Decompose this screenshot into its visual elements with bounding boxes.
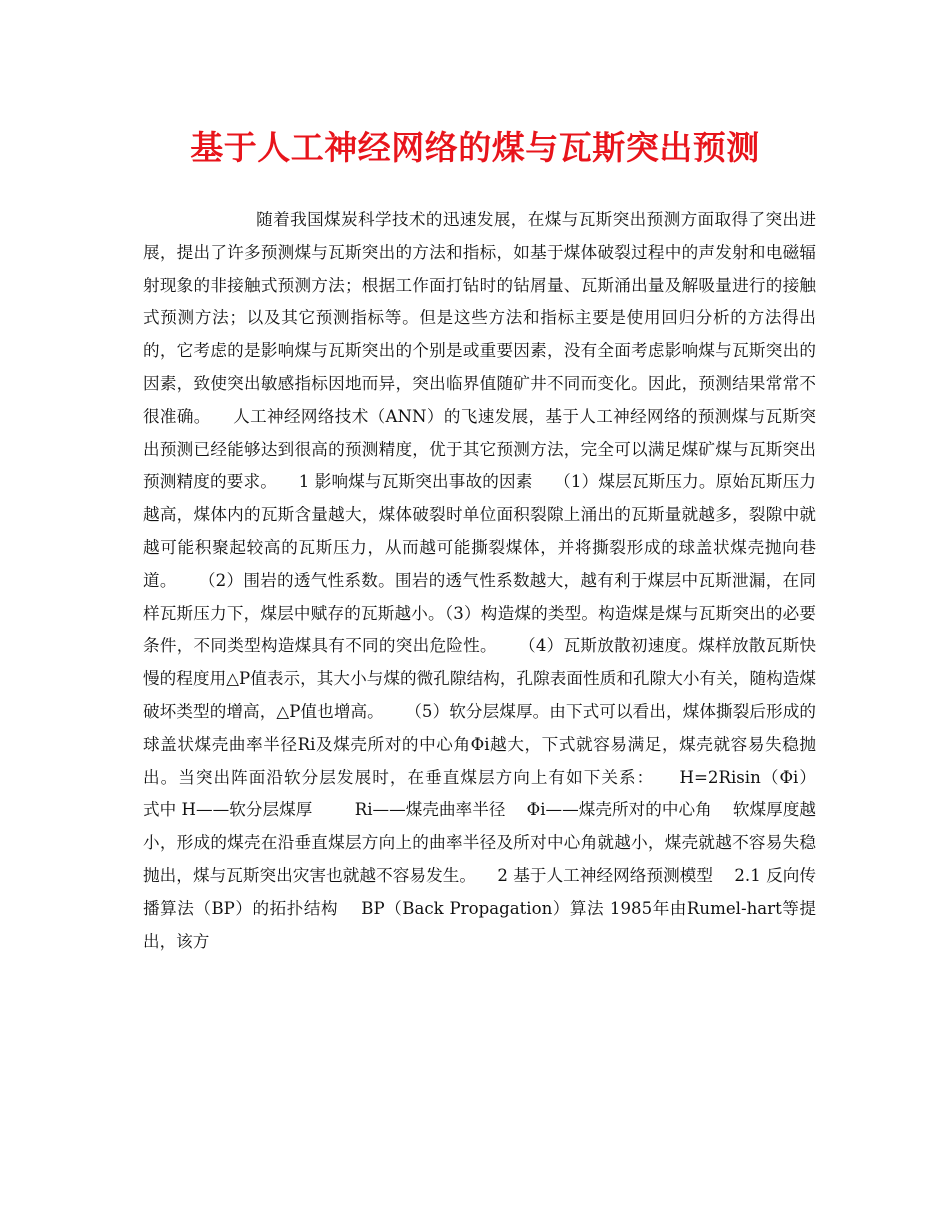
- document-body-text: 随着我国煤炭科学技术的迅速发展，在煤与瓦斯突出预测方面取得了突出进展，提出了许多预测煤与瓦斯突出的方法和指标，如基于煤体破裂过程中的声发射和电磁辐射现象的非接触式预测方法；根据工作面打钻时的钻屑量、瓦斯涌出量及解吸量进行的接触式预测方法；以及其它预测指标等。但是这些方法和指标主要是使用回归分析的方法得出的，它考虑的是影响煤与瓦斯突出的个别是或重要因素，没有全面考虑影响煤与瓦斯突出的因素，致使突出敏感指标因地而异，突出临界值随矿井不同而变化。因此，预测结果常常不很准确。 人工神经网络技术（ANN）的飞速发展，基于人工神经网络的预测煤与瓦斯突出预测已经能够达到很高的预测精度，优于其它预测方法，完全可以满足煤矿煤与瓦斯突出预测精度的要求。 1 影响煤与瓦斯突出事故的因素 （1）煤层瓦斯压力。原始瓦斯压力越高，煤体内的瓦斯含量越大，煤体破裂时单位面积裂隙上涌出的瓦斯量就越多，裂隙中就越可能积聚起较高的瓦斯压力，从而越可能撕裂煤体，并将撕裂形成的球盖状煤壳抛向巷道。 （2）围岩的透气性系数。围岩的透气性系数越大，越有利于煤层中瓦斯泄漏，在同样瓦斯压力下，煤层中赋存的瓦斯越小。（3）构造煤的类型。构造煤是煤与瓦斯突出的必要条件，不同类型构造煤具有不同的突出危险性。 （4）瓦斯放散初速度。煤样放散瓦斯快慢的程度用△P值表示，其大小与煤的微孔隙结构，孔隙表面性质和孔隙大小有关，随构造煤破坏类型的增高，△P值也增高。 （5）软分层煤厚。由下式可以看出，煤体撕裂后形成的球盖状煤壳曲率半径Ri及煤壳所对的中心角Φi越大，下式就容易满足，煤壳就容易失稳抛出。当突出阵面沿软分层发展时，在垂直煤层方向上有如下关系： H=2Risin（Φi） 式中 H——软分层煤厚 Ri——煤壳曲率半径 Φi——煤壳所对的中心角 软煤厚度越小，形成的煤壳在沿垂直煤层方向上的曲率半径及所对中心角就越小，煤壳就越不容易失稳抛出，煤与瓦斯突出灾害也就越不容易发生。 2 基于人工神经网络预测模型 2.1 反向传播算法（BP）的拓扑结构 BP（Back Propagation）算法 1985年由Rumel-hart等提出，该方: [143, 210, 838, 951]
- document-title: 基于人工神经网络的煤与瓦斯突出预测: [190, 128, 760, 167]
